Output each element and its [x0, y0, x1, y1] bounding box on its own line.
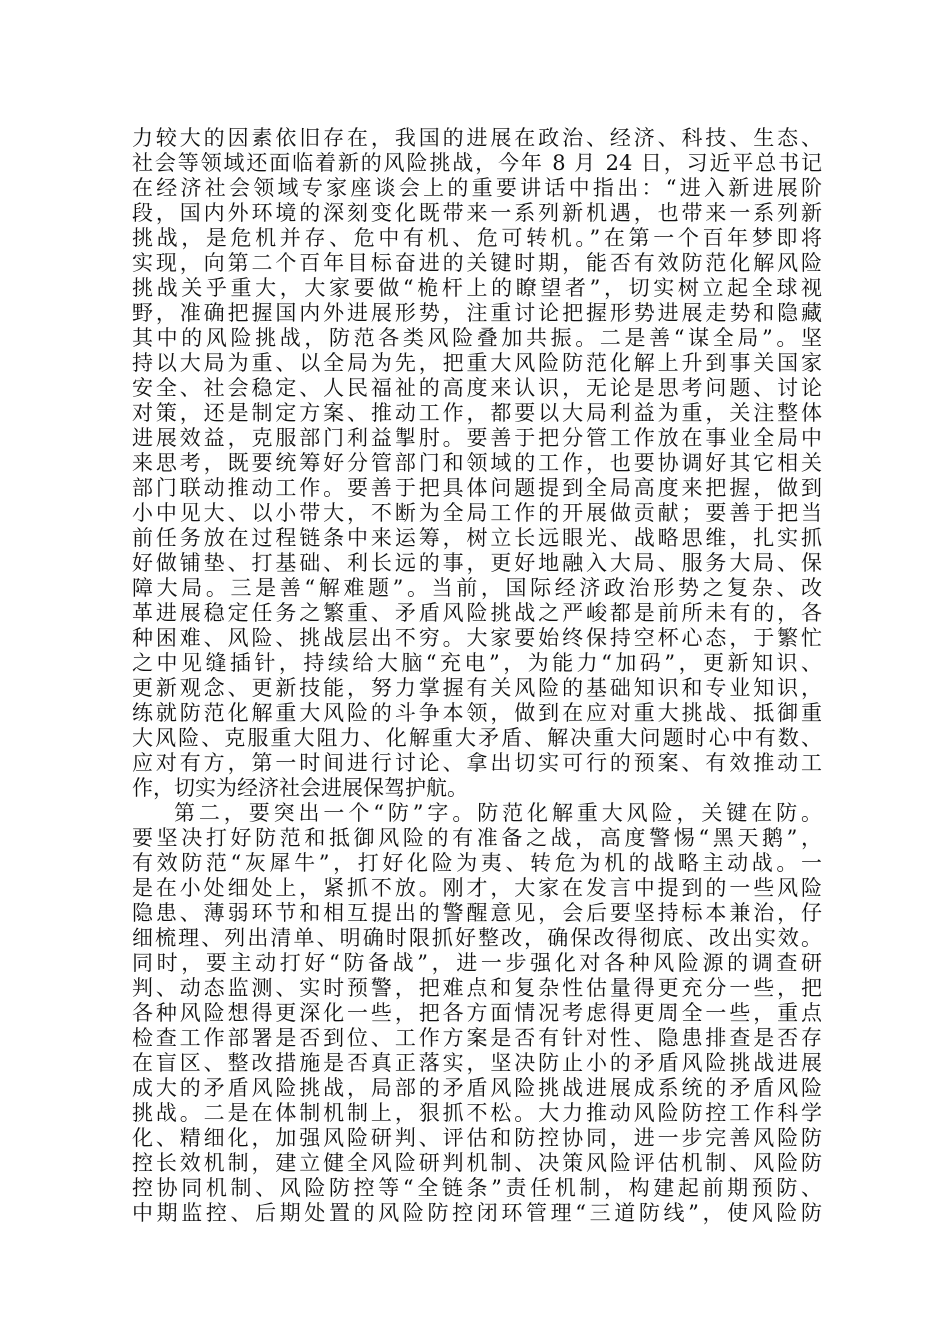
text-line: 障大局。三是善“解难题”。当前，国际经济政治形势之复杂、改	[132, 576, 822, 600]
text-line: 来思考，既要统筹好分管部门和领域的工作，也要协调好其它相关	[132, 451, 822, 475]
text-line: 细梳理、列出清单、明确时限抓好整改，确保改得彻底、改出实效。	[132, 926, 822, 950]
text-line: 是在小处细处上，紧抓不放。刚才，大家在发言中提到的一些风险	[132, 876, 822, 900]
text-line: 安全、社会稳定、人民福祉的高度来认识，无论是思考问题、讨论	[132, 376, 822, 400]
text-line: 部门联动推动工作。要善于把具体问题提到全局高度来把握，做到	[132, 476, 822, 500]
text-line: 种困难、风险、挑战层出不穷。大家要始终保持空杯心态，于繁忙	[132, 626, 822, 650]
text-line: 挑战，是危机并存、危中有机、危可转机。”在第一个百年梦即将	[132, 226, 822, 250]
text-line: 大风险、克服重大阻力、化解重大矛盾、解决重大问题时心中有数、	[132, 726, 822, 750]
text-line: 小中见大、以小带大，不断为全局工作的开展做贡献；要善于把当	[132, 501, 822, 525]
text-line: 化、精细化，加强风险研判、评估和防控协同，进一步完善风险防	[132, 1126, 822, 1150]
text-line: 对策，还是制定方案、推动工作，都要以大局利益为重，关注整体	[132, 401, 822, 425]
text-line: 持以大局为重、以全局为先，把重大风险防范化解上升到事关国家	[132, 351, 822, 375]
text-line: 各种风险想得更深化一些，把各方面情况考虑得更周全一些，重点	[132, 1001, 822, 1025]
text-line: 进展效益，克服部门利益掣肘。要善于把分管工作放在事业全局中	[132, 426, 822, 450]
text-line: 中期监控、后期处置的风险防控闭环管理“三道防线”，使风险防	[132, 1201, 822, 1225]
text-line: 有效防范“灰犀牛”，打好化险为夷、转危为机的战略主动战。一	[132, 851, 822, 875]
text-line: 应对有方，第一时间进行讨论、拿出切实可行的预案、有效推动工	[132, 751, 822, 775]
text-line: 前任务放在过程链条中来运筹，树立长远眼光、战略思维，扎实抓	[132, 526, 822, 550]
text-line: 判、动态监测、实时预警，把难点和复杂性估量得更充分一些，把	[132, 976, 822, 1000]
text-line: 社会等领域还面临着新的风险挑战，今年 8 月 24 日，习近平总书记	[132, 151, 822, 175]
text-line: 控长效机制，建立健全风险研判机制、决策风险评估机制、风险防	[132, 1151, 822, 1175]
text-line: 革进展稳定任务之繁重、矛盾风险挑战之严峻都是前所未有的，各	[132, 601, 822, 625]
text-line: 控协同机制、风险防控等“全链条”责任机制，构建起前期预防、	[132, 1176, 822, 1200]
text-line: 要坚决打好防范和抵御风险的有准备之战，高度警惕“黑天鹅”，	[132, 826, 822, 850]
text-line: 更新观念、更新技能，努力掌握有关风险的基础知识和专业知识，	[132, 676, 822, 700]
text-line: 野，准确把握国内外进展形势，注重讨论把握形势进展走势和隐藏	[132, 301, 822, 325]
text-line: 在经济社会领域专家座谈会上的重要讲话中指出：“进入新进展阶	[132, 176, 822, 200]
text-line: 练就防范化解重大风险的斗争本领，做到在应对重大挑战、抵御重	[132, 701, 822, 725]
document-body	[132, 126, 822, 1226]
text-line: 在盲区、整改措施是否真正落实，坚决防止小的矛盾风险挑战进展	[132, 1051, 822, 1075]
text-line: 检查工作部署是否到位、工作方案是否有针对性、隐患排查是否存	[132, 1026, 822, 1050]
text-line: 段，国内外环境的深刻变化既带来一系列新机遇，也带来一系列新	[132, 201, 822, 225]
text-line: 好做铺垫、打基础、利长远的事，更好地融入大局、服务大局、保	[132, 551, 822, 575]
paragraph-end-line: 作，切实为经济社会进展保驾护航。	[132, 776, 468, 800]
text-line: 力较大的因素依旧存在，我国的进展在政治、经济、科技、生态、	[132, 126, 822, 150]
text-line: 挑战。二是在体制机制上，狠抓不松。大力推动风险防控工作科学	[132, 1101, 822, 1125]
text-line: 实现，向第二个百年目标奋进的关键时期，能否有效防范化解风险	[132, 251, 822, 275]
text-line: 隐患、薄弱环节和相互提出的警醒意见，会后要坚持标本兼治，仔	[132, 901, 822, 925]
text-line: 其中的风险挑战，防范各类风险叠加共振。二是善“谋全局”。坚	[132, 326, 822, 350]
text-line: 同时，要主动打好“防备战”，进一步强化对各种风险源的调查研	[132, 951, 822, 975]
text-line: 挑战关乎重大，大家要做“桅杆上的瞭望者”，切实树立起全球视	[132, 276, 822, 300]
paragraph-start-line: 第二，要突出一个“防”字。防范化解重大风险，关键在防。	[174, 801, 822, 825]
text-line: 之中见缝插针，持续给大脑“充电”，为能力“加码”，更新知识、	[132, 651, 822, 675]
text-line: 成大的矛盾风险挑战，局部的矛盾风险挑战进展成系统的矛盾风险	[132, 1076, 822, 1100]
